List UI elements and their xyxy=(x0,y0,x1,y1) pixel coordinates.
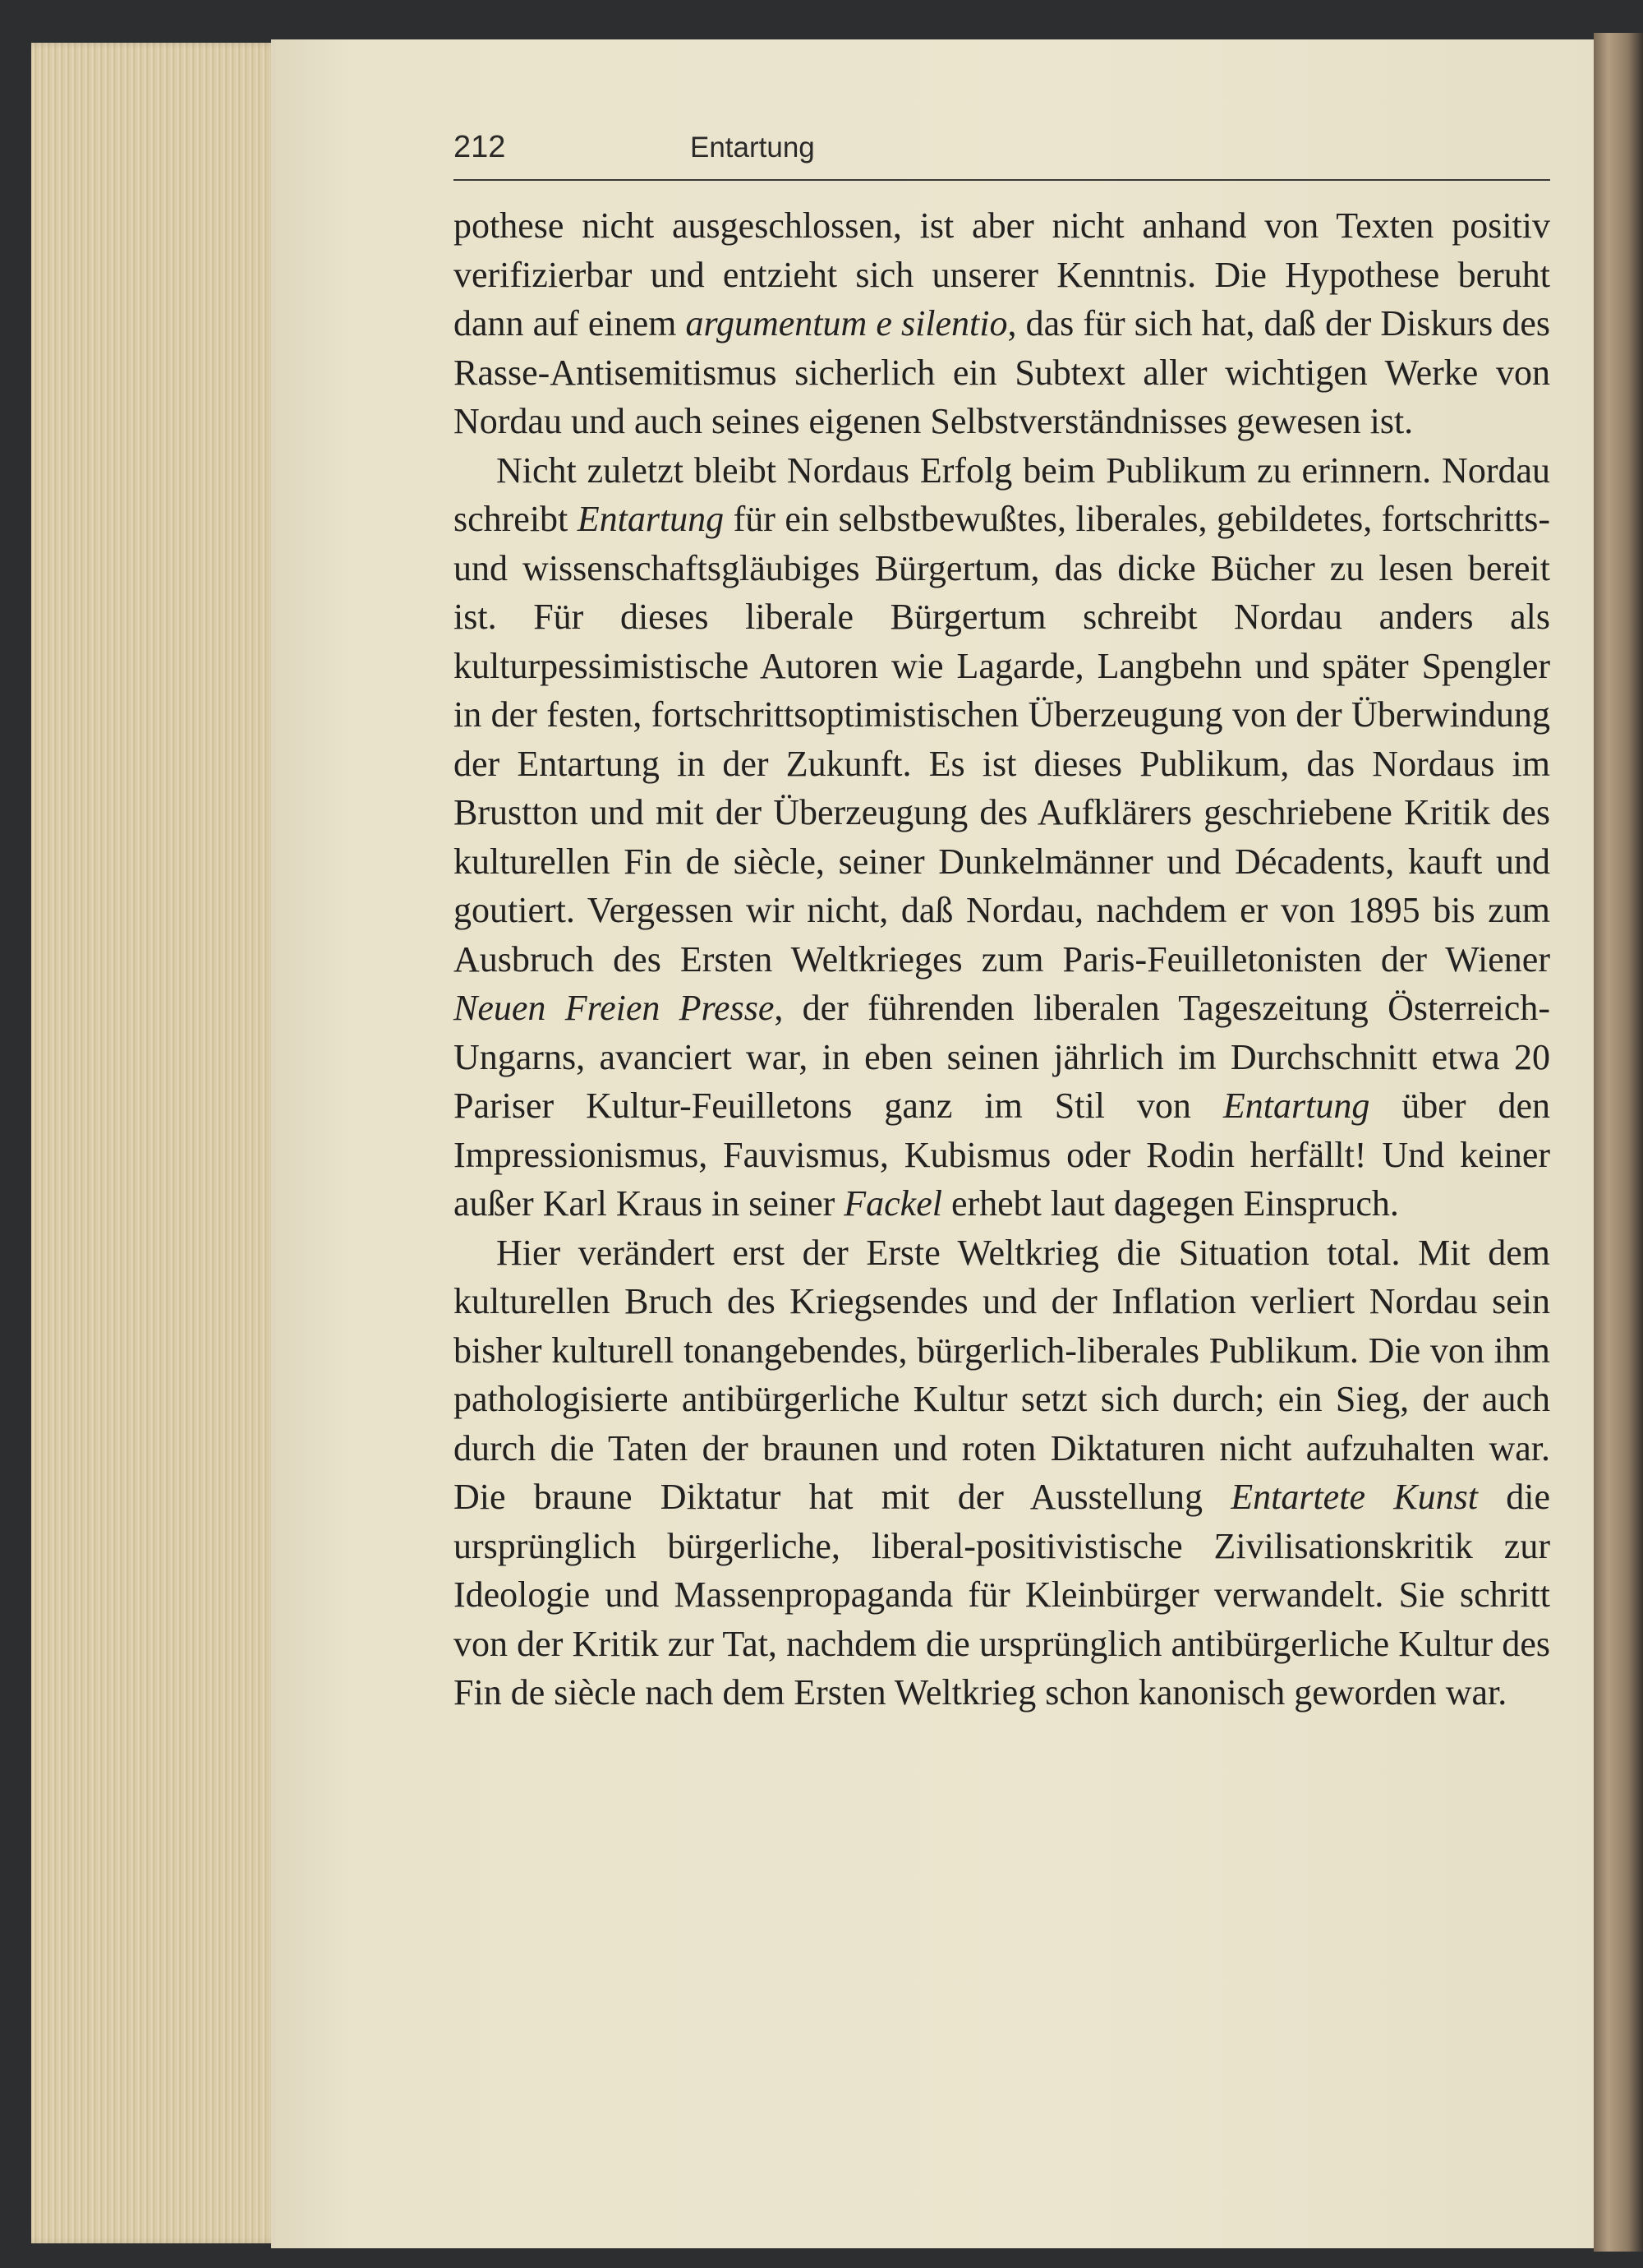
page-edge-stack xyxy=(31,43,278,2243)
text-segment: die ursprünglich bürgerliche, liberal-positivistische Zivilisationskritik zur Ideologie und Massenpropaganda für Kleinbürger verwandelt. Sie schritt von der Kritik zur Tat, nachdem die ursprünglich antibürgerliche Kultur des Fin de siècle nach dem Ersten Weltkrieg schon kanonisch geworden war. xyxy=(453,1477,1550,1713)
running-head: Entartung xyxy=(690,131,815,164)
italic-title: Entartung xyxy=(577,499,725,539)
italic-title: Entartung xyxy=(1222,1086,1370,1126)
text-segment: für ein selbstbewußtes, liberales, gebildetes, fortschritts- und wissenschaftsgläubiges Bürgertum, das dicke Bücher zu lesen bereit ist. Für dieses liberale Bürgertum schreibt Nordau anders als kulturpessimistische Autoren wie Lagarde, Langbehn und später Spengler in der festen, fortschrittsoptimistischen Überzeugung von der Überwindung der Entartung in der Zukunft. Es ist dieses Publikum, das Nordaus im Brustton und mit der Überzeugung des Aufklärers geschriebene Kritik des kulturellen Fin de siècle, seiner Dunkelmänner und Décadents, kauft und goutiert. Vergessen wir nicht, daß Nordau, nachdem er von 1895 bis zum Ausbruch des Ersten Weltkrieges zum Paris-Feuilletonisten der Wiener xyxy=(453,499,1550,980)
text-segment: pothese nicht ausgeschlossen, ist aber nicht anhand von Texten positiv verifizierbar und entzieht sich unserer Kenntnis. Die Hypothese beruht dann auf einem xyxy=(453,205,1550,343)
italic-title: Neuen Freien Presse xyxy=(453,988,775,1028)
paragraph-3 xyxy=(453,1228,1550,1717)
text-segment: , der führenden liberalen Tageszeitung Österreich-Ungarns, avanciert war, in eben seinen jährlich im Durchschnitt etwa 20 Pariser Kultur-Feuilletons ganz im Stil von xyxy=(453,988,1550,1126)
italic-title: Entartete Kunst xyxy=(1231,1477,1478,1517)
text-segment: Hier verändert erst der Erste Weltkrieg die Situation total. Mit dem kulturellen Bruch des Kriegsendes und der Inflation verliert Nordau sein bisher kulturell tonangebendes, bürgerlich-liberales Publikum. Die von ihm pathologisierte antibürgerliche Kultur setzt sich durch; ein Sieg, der auch durch die Taten der braunen und roten Diktaturen nicht aufzuhalten war. Die braune Diktatur hat mit der Ausstellung xyxy=(453,1232,1550,1517)
text-segment: , das für sich hat, daß der Diskurs des Rasse-Antisemitismus sicherlich ein Subtext aller wichtigen Werke von Nordau und auch seines eigenen Selbstverständnisses gewesen ist. xyxy=(453,303,1551,441)
italic-term: argumentum e silentio xyxy=(685,303,1008,343)
paragraph-2 xyxy=(453,446,1550,1228)
italic-title: Fackel xyxy=(844,1183,942,1224)
facing-page-edge xyxy=(1594,33,1643,2252)
text-segment: über den Impressionismus, Fauvismus, Kubismus oder Rodin herfällt! Und keiner außer Karl Kraus in seiner xyxy=(453,1086,1550,1224)
text-segment: erhebt laut dagegen Einspruch. xyxy=(941,1183,1399,1224)
text-segment: Nicht zuletzt bleibt Nordaus Erfolg beim Publikum zu erinnern. Nordau schreibt xyxy=(453,449,1550,539)
page-number: 212 xyxy=(453,130,506,164)
paragraph-1 xyxy=(453,201,1550,446)
page-header xyxy=(453,122,1550,181)
body-text xyxy=(453,201,1550,1717)
